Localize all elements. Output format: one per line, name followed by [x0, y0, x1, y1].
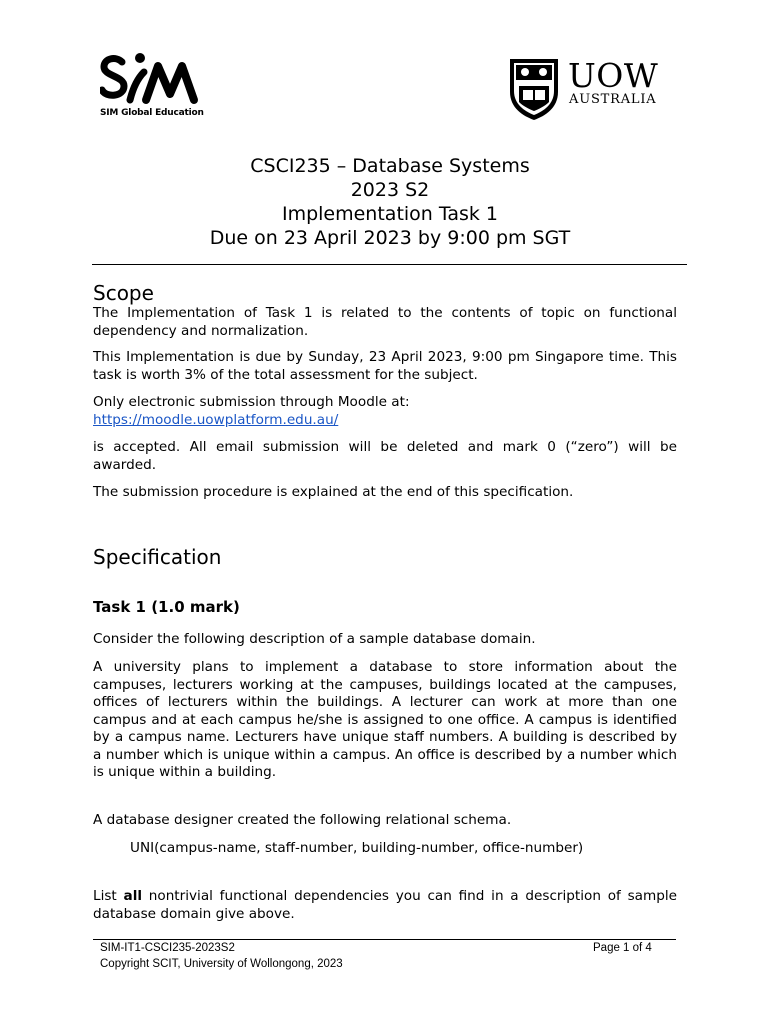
moodle-link[interactable]: https://moodle.uowplatform.edu.au/ — [93, 412, 339, 428]
footer-code: SIM-IT1-CSCI235-2023S2 — [100, 942, 235, 954]
scope-paragraph-1: The Implementation of Task 1 is related to the contents of topic on functional dependency and normalization. — [93, 305, 677, 339]
title-block — [100, 154, 680, 250]
emphasis-all: all — [123, 888, 143, 904]
scope-paragraph-4: is accepted. All email submission will be deleted and mark 0 (“zero”) will be awarded. — [93, 439, 677, 473]
uow-logo-subtitle: AUSTRALIA — [569, 92, 657, 107]
due-date: Due on 23 April 2023 by 9:00 pm SGT — [209, 227, 571, 249]
scope-heading: Scope — [93, 281, 154, 305]
uow-logo — [507, 56, 677, 122]
scope-paragraph-3: Only electronic submission through Moodle at: — [93, 394, 410, 410]
task-1-heading: Task 1 (1.0 mark) — [93, 598, 240, 616]
term: 2023 S2 — [350, 179, 430, 201]
specification-heading: Specification — [93, 545, 222, 569]
sim-logo-mark — [100, 50, 200, 106]
spec-paragraph-3: A database designer created the following relational schema. — [93, 812, 512, 828]
course-title: CSCI235 – Database Systems — [250, 155, 530, 177]
scope-paragraph-2: This Implementation is due by Sunday, 23 April 2023, 9:00 pm Singapore time. This task is worth 3% of the total assessment for the subject. — [93, 349, 677, 383]
scope-paragraph-5: The submission procedure is explained at the end of this specification. — [93, 484, 574, 500]
relational-schema: UNI(campus-name, staff-number, building-number, office-number) — [130, 840, 584, 856]
sim-logo-subtitle: SIM Global Education — [100, 108, 204, 118]
footer-page-number: Page 1 of 4 — [593, 942, 652, 954]
spec-paragraph-1: Consider the following description of a sample database domain. — [93, 631, 536, 647]
title-divider — [92, 264, 687, 265]
footer-divider — [93, 939, 676, 940]
uow-logo-wordmark: UOW — [568, 56, 659, 95]
sim-logo — [100, 50, 210, 122]
spec-paragraph-4: List all nontrivial functional dependencies you can find in a description of sample database domain give above. — [93, 888, 677, 922]
footer-copyright: Copyright SCIT, University of Wollongong, 2023 — [100, 958, 343, 970]
task-title: Implementation Task 1 — [281, 203, 499, 225]
uow-crest-icon — [507, 56, 561, 122]
spec-paragraph-2: A university plans to implement a database to store information about the campuses, lecturers working at the campuses, buildings located at the campuses, offices of lecturers within the buildings. A lecturer can work at more than one campus and at each campus he/she is assigned to one office. A campus is identified by a campus name. Lecturers have unique staff numbers. A building is described by a number which is unique within a campus. An office is described by a number which is unique within a building. — [93, 659, 677, 780]
